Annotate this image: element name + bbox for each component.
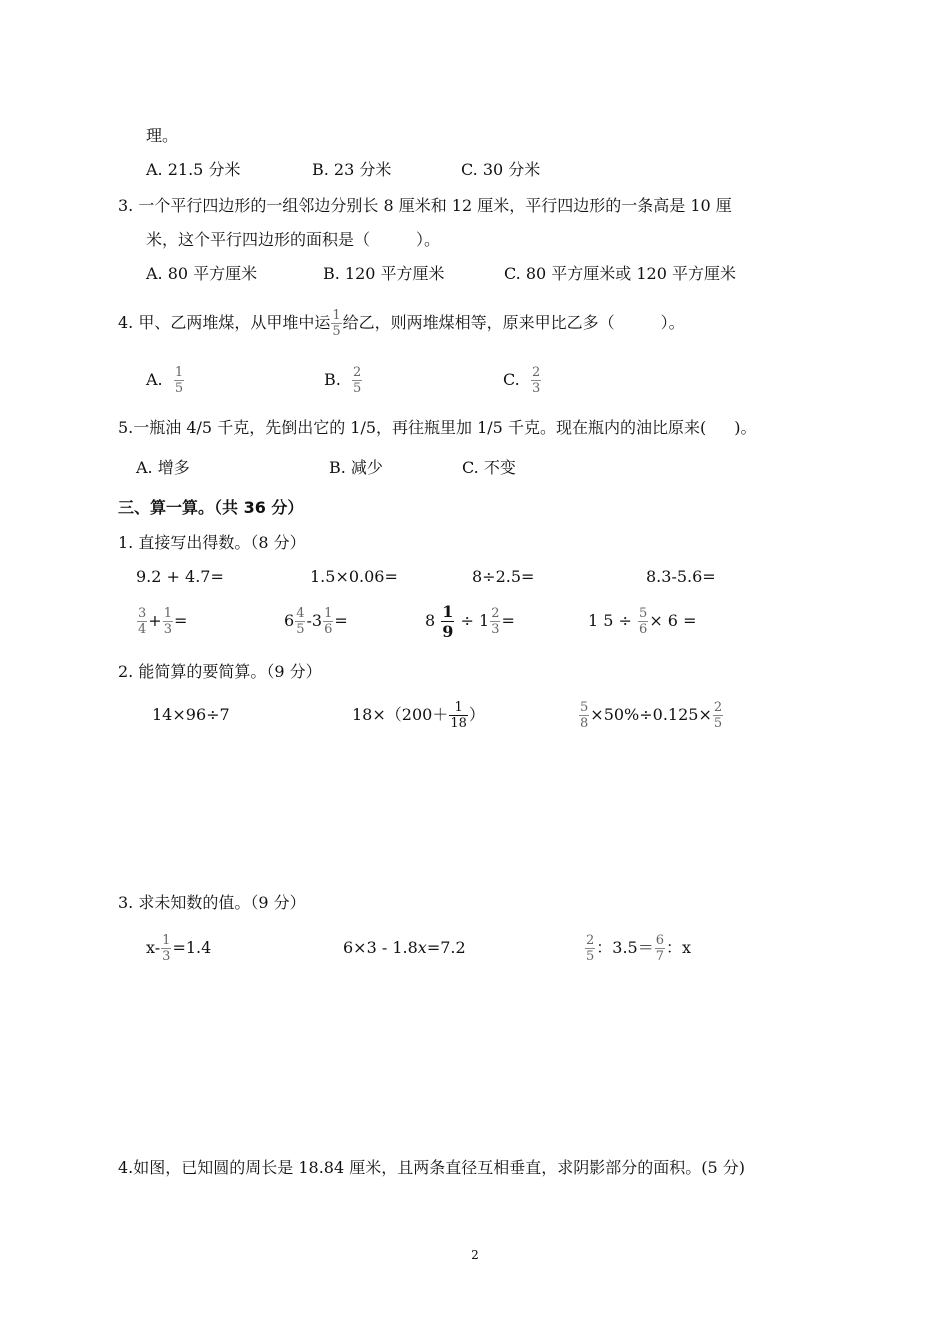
q4-option-c: C. $\frac{2}{3}$ bbox=[503, 365, 541, 396]
q2-option-b: B. 23 分米 bbox=[312, 160, 392, 179]
q3-line2 bbox=[146, 230, 440, 250]
q3-option-c: C. 80 平方厘米或 120 平方厘米 bbox=[504, 264, 737, 283]
q5-option-a: A. 增多 bbox=[136, 458, 190, 477]
fraction: $\frac{2}{3}$ bbox=[531, 365, 541, 396]
q3-line2-text: 米，这个平行四边形的面积是（ bbox=[146, 230, 371, 249]
fraction: $\frac{2}{5}$ bbox=[586, 933, 595, 964]
calc-7: 8 $\frac{1}{9}$ ÷ 1 $\frac{2}{3}$ = bbox=[425, 602, 515, 641]
section-3-title: 三、算一算。（共 36 分） bbox=[118, 498, 304, 517]
simplify-3: $\frac{5}{8}$ ×50%÷0.125× $\frac{2}{5}$ bbox=[580, 700, 723, 731]
q4-fraction: $\frac{1}{5}$ bbox=[332, 308, 341, 339]
solve-3: $\frac{2}{5}$ ：3.5＝ $\frac{6}{7}$ ：x bbox=[586, 933, 692, 964]
q5-option-b: B. 减少 bbox=[329, 458, 383, 477]
fraction: $\frac{1}{6}$ bbox=[324, 606, 333, 637]
q5-stem: 5.一瓶油 4/5 千克，先倒出它的 1/5，再往瓶里加 1/5 千克。现在瓶内的油比原来( )。 bbox=[118, 418, 757, 437]
fraction: $\frac{4}{5}$ bbox=[296, 606, 305, 637]
fraction: $\frac{2}{5}$ bbox=[353, 365, 362, 396]
calc-8: 1 5 ÷ $\frac{5}{6}$ × 6 = bbox=[588, 606, 697, 637]
q3-option-a: A. 80 平方厘米 bbox=[146, 264, 258, 283]
q4-stem bbox=[118, 306, 685, 340]
simplify-2: 18×（200＋ $\frac{1}{18}$ ） bbox=[352, 700, 485, 731]
fraction: $\frac{1}{3}$ bbox=[163, 606, 172, 637]
calc-5: $\frac{3}{4}$ + $\frac{1}{3}$ = bbox=[138, 606, 188, 637]
fraction: $\frac{1}{9}$ bbox=[442, 602, 454, 641]
fraction: $\frac{1}{3}$ bbox=[162, 933, 171, 964]
solve-1: x- $\frac{1}{3}$ =1.4 bbox=[146, 933, 212, 964]
continued-text: 理。 bbox=[146, 126, 179, 145]
q3-option-b: B. 120 平方厘米 bbox=[323, 264, 445, 283]
calc-1: 9.2 + 4.7= bbox=[136, 567, 224, 586]
solve-2: 6×3 - 1.8x=7.2 bbox=[343, 938, 466, 957]
fraction: $\frac{3}{4}$ bbox=[138, 606, 147, 637]
calc-4: 8.3-5.6= bbox=[646, 567, 716, 586]
fraction: $\frac{6}{7}$ bbox=[655, 933, 665, 964]
fraction: $\frac{5}{8}$ bbox=[580, 700, 589, 731]
q3-line1: 3. 一个平行四边形的一组邻边分别长 8 厘米和 12 厘米，平行四边形的一条高是 10 厘 bbox=[118, 196, 732, 215]
part4-title: 4.如图，已知圆的周长是 18.84 厘米，且两条直径互相垂直，求阴影部分的面积。(5 分) bbox=[118, 1158, 745, 1177]
part2-title: 2. 能简算的要简算。（9 分） bbox=[118, 662, 322, 681]
fraction: $\frac{1}{18}$ bbox=[450, 700, 467, 731]
fraction: $\frac{1}{5}$ bbox=[174, 365, 184, 396]
fraction: $\frac{2}{3}$ bbox=[491, 606, 500, 637]
q2-option-c: C. 30 分米 bbox=[461, 160, 541, 179]
q4-text-b: 给乙，则两堆煤相等，原来甲比乙多（ bbox=[342, 313, 615, 332]
page-number: 2 bbox=[471, 1248, 479, 1262]
q5-option-c: C. 不变 bbox=[462, 458, 516, 477]
q4-option-a: A. $\frac{1}{5}$ bbox=[146, 365, 184, 396]
part1-title: 1. 直接写出得数。（8 分） bbox=[118, 533, 306, 552]
q2-option-a: A. 21.5 分米 bbox=[146, 160, 241, 179]
q4-text-a: 4. 甲、乙两堆煤，从甲堆中运 bbox=[118, 313, 331, 332]
fraction: $\frac{5}{6}$ bbox=[639, 606, 648, 637]
q3-line2-end: ）。 bbox=[416, 230, 441, 249]
calc-3: 8÷2.5= bbox=[472, 567, 535, 586]
calc-2: 1.5×0.06= bbox=[310, 567, 398, 586]
calc-6: 6 $\frac{4}{5}$ -3 $\frac{1}{6}$ = bbox=[284, 606, 348, 637]
q4-option-b: B. $\frac{2}{5}$ bbox=[324, 365, 362, 396]
q4-text-c: ）。 bbox=[660, 313, 685, 332]
simplify-1: 14×96÷7 bbox=[152, 705, 230, 724]
part3-title: 3. 求未知数的值。（9 分） bbox=[118, 893, 306, 912]
fraction: $\frac{2}{5}$ bbox=[713, 700, 723, 731]
